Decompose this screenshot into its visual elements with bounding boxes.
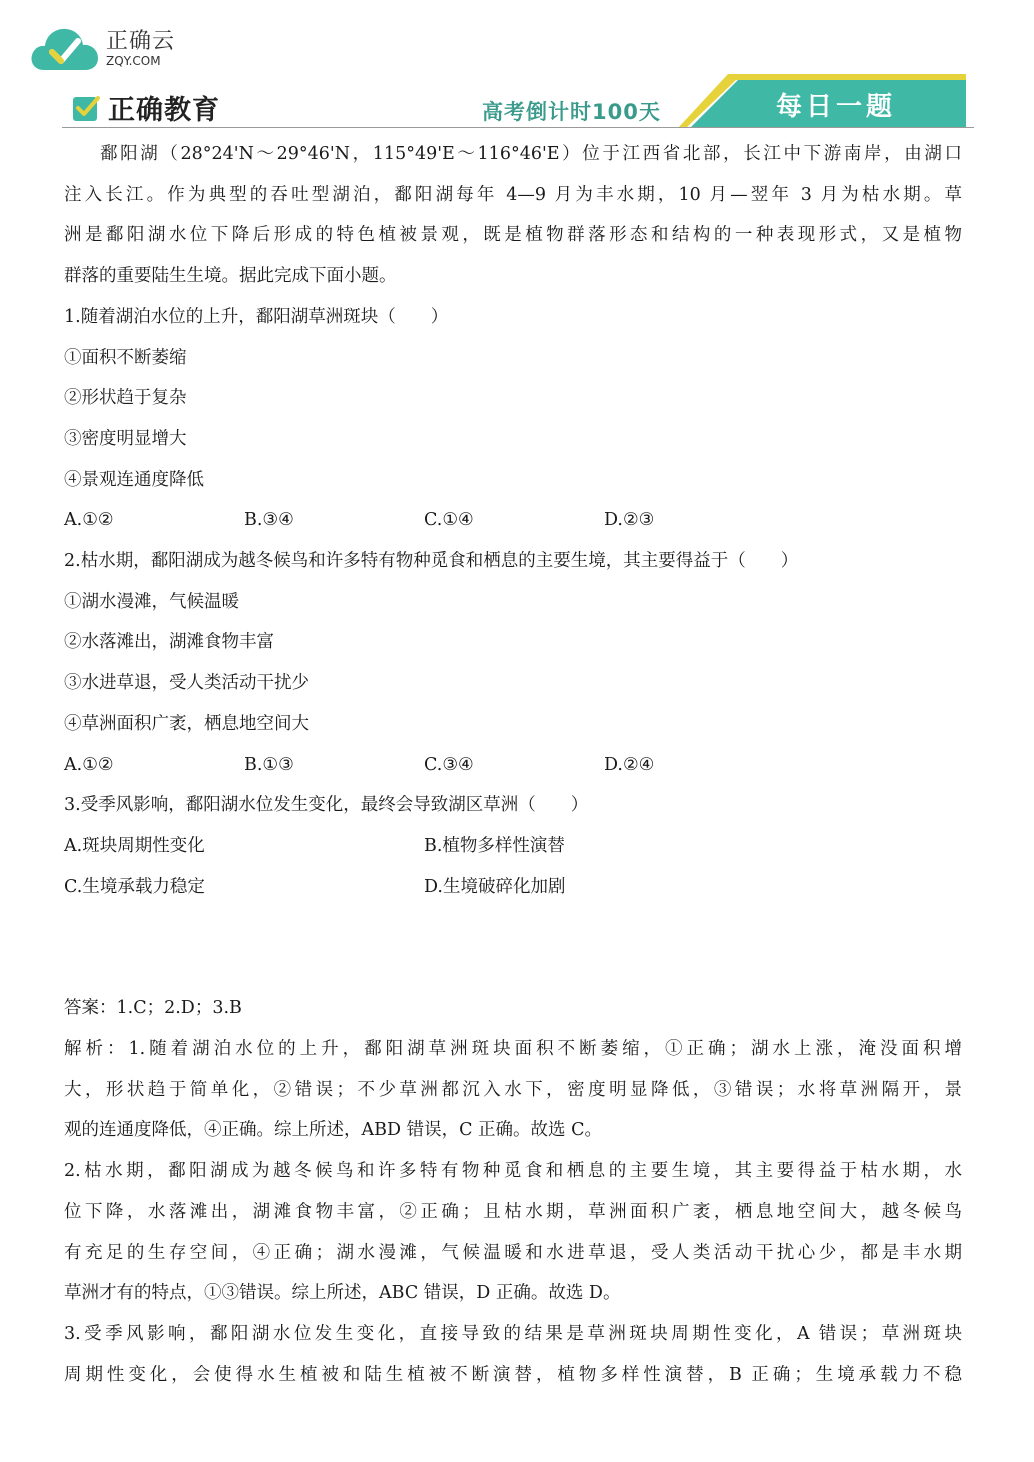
statement-item: ④景观连通度降低: [64, 469, 204, 490]
option-a[interactable]: A.①②: [64, 754, 114, 775]
passage-line: 群落的重要陆生生境。据此完成下面小题。: [64, 266, 397, 287]
statement-item: ③密度明显增大: [64, 428, 187, 449]
statement-item: ②水落滩出，湖滩食物丰富: [64, 632, 274, 653]
question-stem: 3.受季风影响，鄱阳湖水位发生变化，最终会导致湖区草洲（ ）: [64, 795, 589, 816]
statement-item: ①湖水漫滩，气候温暖: [64, 591, 239, 612]
header-divider: [62, 127, 974, 128]
option-a[interactable]: A.斑块周期性变化: [64, 835, 205, 856]
option-c[interactable]: C.生境承载力稳定: [64, 876, 205, 897]
answer-options: [64, 500, 962, 541]
analysis-line: 位下降，水落滩出，湖滩食物丰富，②正确；且枯水期，草洲面积广袤，栖息地空间大，越冬候鸟: [64, 1201, 962, 1222]
option-b[interactable]: B.③④: [244, 510, 294, 531]
daily-question-title: 每日一题: [776, 92, 897, 122]
option-c[interactable]: C.③④: [424, 754, 474, 775]
option-d[interactable]: D.生境破碎化加剧: [424, 876, 566, 897]
statement-item: ①面积不断萎缩: [64, 347, 187, 368]
analysis-line: 有充足的生存空间，④正确；湖水漫滩，气候温暖和水进草退，受人类活动干扰心少，都是丰水期: [64, 1242, 962, 1263]
spacer: [64, 907, 962, 988]
statement-item: ②形状趋于复杂: [64, 388, 187, 409]
analysis-line: 解析：1.随着湖泊水位的上升，鄱阳湖草洲斑块面积不断萎缩，①正确；湖水上涨，淹没面积增: [64, 1039, 962, 1060]
countdown-label: 高考倒计时100天: [482, 100, 661, 124]
question-document: [64, 134, 962, 1395]
option-b[interactable]: B.①③: [244, 754, 294, 775]
analysis-line: 3.受季风影响，鄱阳湖水位发生变化，直接导致的结果是草洲斑块周期性变化，A 错误；草洲斑块: [64, 1323, 962, 1344]
analysis-line: 草洲才有的特点，①③错误。综上所述，ABC 错误，D 正确。故选 D。: [64, 1283, 621, 1304]
statement-item: ④草洲面积广袤，栖息地空间大: [64, 713, 309, 734]
analysis-line: 观的连通度降低，④正确。综上所述，ABD 错误，C 正确。故选 C。: [64, 1120, 602, 1141]
option-d[interactable]: D.②④: [604, 754, 655, 775]
logo-text-cn: 正确云: [106, 29, 176, 54]
answer-options: [64, 867, 962, 908]
question-stem: 1.随着湖泊水位的上升，鄱阳湖草洲斑块（ ）: [64, 306, 449, 327]
analysis-line: 大，形状趋于简单化，②错误；不少草洲都沉入水下，密度明显降低，③错误；水将草洲隔开，景: [64, 1079, 962, 1100]
check-box-icon: [72, 94, 100, 122]
answer-key: 答案：1.C；2.D；3.B: [64, 998, 242, 1019]
passage-line: 注入长江。作为典型的吞吐型湖泊，鄱阳湖每年 4—9 月为丰水期，10 月—翌年 3 月为枯水期。草: [64, 184, 962, 205]
analysis-line: 2.枯水期，鄱阳湖成为越冬候鸟和许多特有物种觅食和栖息的主要生境，其主要得益于枯水期，水: [64, 1161, 962, 1182]
brand: [72, 88, 220, 127]
passage-line: 洲是鄱阳湖水位下降后形成的特色植被景观，既是植物群落形态和结构的一种表现形式，又是植物: [64, 225, 962, 246]
question-stem: 2.枯水期，鄱阳湖成为越冬候鸟和许多特有物种觅食和栖息的主要生境，其主要得益于（ ）: [64, 551, 799, 572]
option-a[interactable]: A.①②: [64, 510, 114, 531]
logo-text-en: ZQY.COM: [106, 54, 161, 68]
statement-item: ③水进草退，受人类活动干扰少: [64, 673, 309, 694]
site-logo[interactable]: [30, 26, 175, 72]
answer-options: [64, 745, 962, 786]
option-d[interactable]: D.②③: [604, 510, 655, 531]
brand-name: 正确教育: [108, 95, 220, 126]
cloud-check-icon: [30, 26, 100, 72]
analysis-line: 周期性变化，会使得水生植被和陆生植被不断演替，植物多样性演替，B 正确；生境承载力不稳: [64, 1364, 962, 1385]
passage-line: 鄱阳湖（28°24'N～29°46'N，115°49'E～116°46'E）位于江西省北部，长江中下游南岸，由湖口: [100, 144, 962, 164]
option-c[interactable]: C.①④: [424, 510, 474, 531]
option-b[interactable]: B.植物多样性演替: [424, 835, 565, 856]
answer-options: [64, 826, 962, 867]
